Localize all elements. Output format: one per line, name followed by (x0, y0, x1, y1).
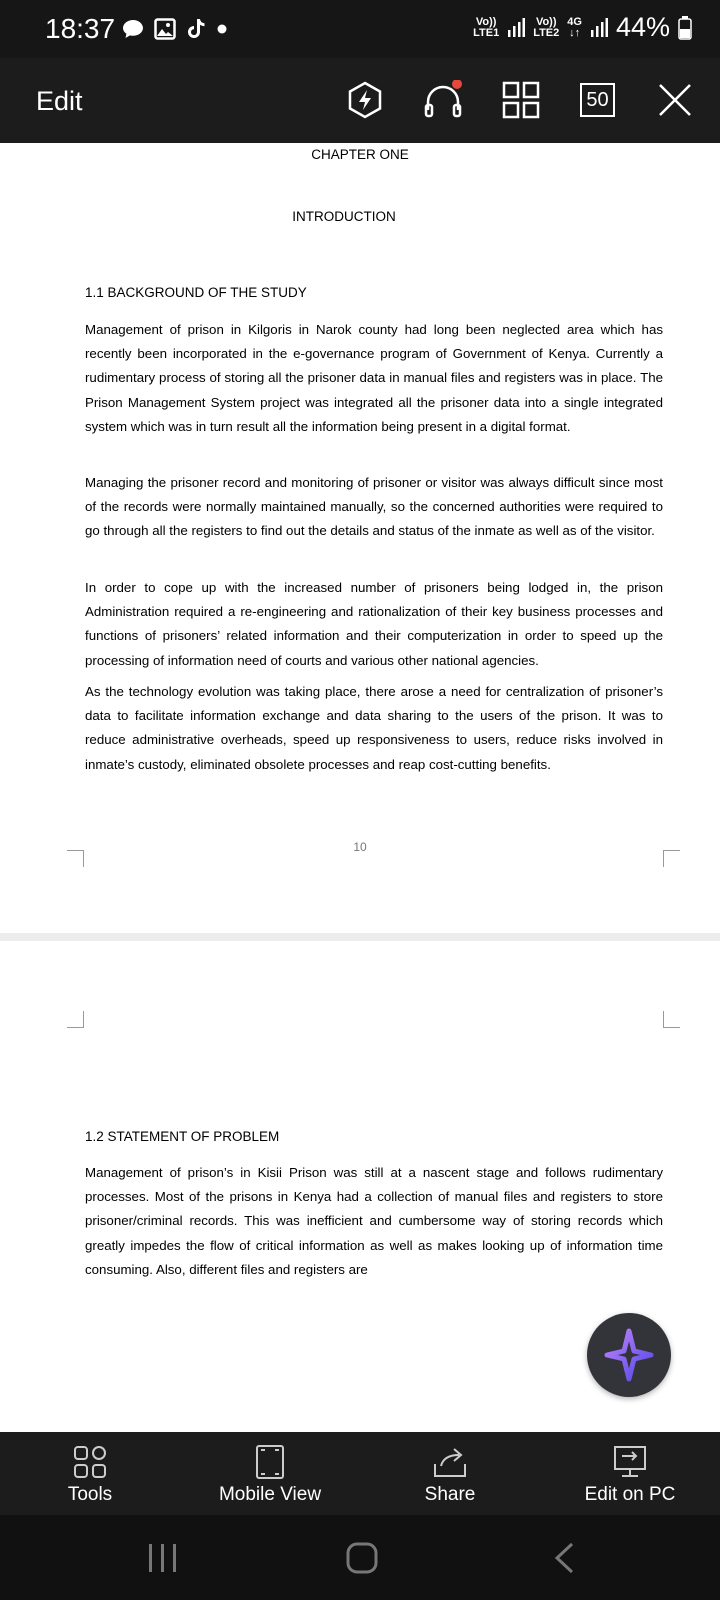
clock: 18:37 (45, 13, 116, 44)
bottom-toolbar (0, 1432, 720, 1515)
recent-apps-icon[interactable] (147, 1541, 179, 1575)
intro-title: INTRODUCTION (292, 209, 396, 224)
system-nav-bar (0, 1515, 720, 1600)
mobile-view-button[interactable] (180, 1432, 360, 1515)
paragraph: Managing the prisoner record and monitoring of prisoner or visitor was always difficult since most of the records were normally maintained manually, so the concerned authorities were required to go through all the registers to find out the details and status of the inmate as well as of the visitor. (85, 475, 663, 539)
paragraph: Management of prison in Kilgoris in Narok county had long been neglected area which has recently been incorporated in the e-governance program of Government of Kenya. Currently a rudimentary process of storing all the prisoner data in manual files and registers was in place. The Prison Management System project was integrated all the prisoner data into a single integrated system which was in turn result all the information being present in a digital format. (85, 322, 663, 434)
page-separator (0, 933, 720, 941)
message-icon (122, 19, 144, 39)
share-label: Share (424, 1484, 476, 1505)
tools-icon (72, 1444, 108, 1480)
sim2-label: Vo)) LTE2 (533, 15, 560, 39)
edit-button[interactable]: Edit (36, 86, 83, 116)
signal-icon (590, 18, 608, 38)
network-type: 4G ↓↑ (567, 15, 582, 39)
margin-corner-mark (663, 1011, 680, 1028)
dot-icon (216, 23, 228, 35)
close-icon[interactable] (655, 80, 695, 120)
tools-button[interactable] (0, 1432, 180, 1515)
page-count-button[interactable] (578, 80, 618, 120)
paragraph: As the technology evolution was taking place, there arose a need for centralization of prisoner’s data to facilitate information exchange and data sharing to the users of the prison. It was to reduce administrative overheads, speed up responsiveness to users, reduce risks involved in inmate’s custody, eliminated obsolete processes and reap cost-cutting benefits. (85, 684, 663, 772)
monitor-icon (612, 1444, 648, 1480)
tiktok-icon (186, 18, 206, 40)
document-page (0, 143, 720, 933)
tools-label: Tools (67, 1484, 113, 1505)
system-indicators (473, 12, 692, 43)
share-icon (432, 1444, 468, 1480)
headphones-icon[interactable] (423, 80, 463, 120)
sim1-label: Vo)) LTE1 (473, 15, 500, 39)
ai-bolt-icon[interactable] (345, 80, 385, 120)
margin-corner-mark (67, 1011, 84, 1028)
paragraph: In order to cope up with the increased number of prisoners being lodged in, the prison Administration required a re-engineering and rationalization of their key business processes and functions of prisoners’ related information and their computerization in order to speed up the processing of information need of courts and various other national agencies. (85, 580, 663, 668)
chapter-title: CHAPTER ONE (311, 147, 409, 162)
battery-level: 44% (615, 12, 670, 42)
notification-icons (122, 18, 228, 40)
home-icon[interactable] (345, 1541, 379, 1575)
status-bar (0, 0, 720, 58)
paragraph: Management of prison’s in Kisii Prison was still at a nascent stage and follows rudimentary processes. Most of the prisons in Kenya had a collection of manual files and registers to store prisoner/criminal records. This was inefficient and cumbersome way of storing records which greatly impedes the flow of critical information as well as makes looking up of information time consuming. Also, different files and registers are (85, 1165, 663, 1277)
ai-sparkle-icon (587, 1313, 671, 1397)
mobile-view-label: Mobile View (218, 1484, 322, 1505)
page-number: 10 (353, 840, 367, 854)
page-count: 50 (586, 89, 609, 111)
battery-icon (678, 16, 692, 40)
grid-view-icon[interactable] (501, 80, 541, 120)
signal-icon (507, 18, 525, 38)
section-heading: 1.2 STATEMENT OF PROBLEM (85, 1129, 280, 1144)
ai-assistant-button[interactable] (587, 1313, 671, 1397)
top-toolbar (0, 58, 720, 143)
edit-on-pc-label: Edit on PC (584, 1484, 676, 1505)
back-icon[interactable] (552, 1541, 576, 1575)
edit-on-pc-button[interactable] (540, 1432, 720, 1515)
gallery-icon (154, 18, 176, 40)
mobile-view-icon (252, 1444, 288, 1480)
section-heading: 1.1 BACKGROUND OF THE STUDY (85, 285, 307, 300)
share-button[interactable] (360, 1432, 540, 1515)
